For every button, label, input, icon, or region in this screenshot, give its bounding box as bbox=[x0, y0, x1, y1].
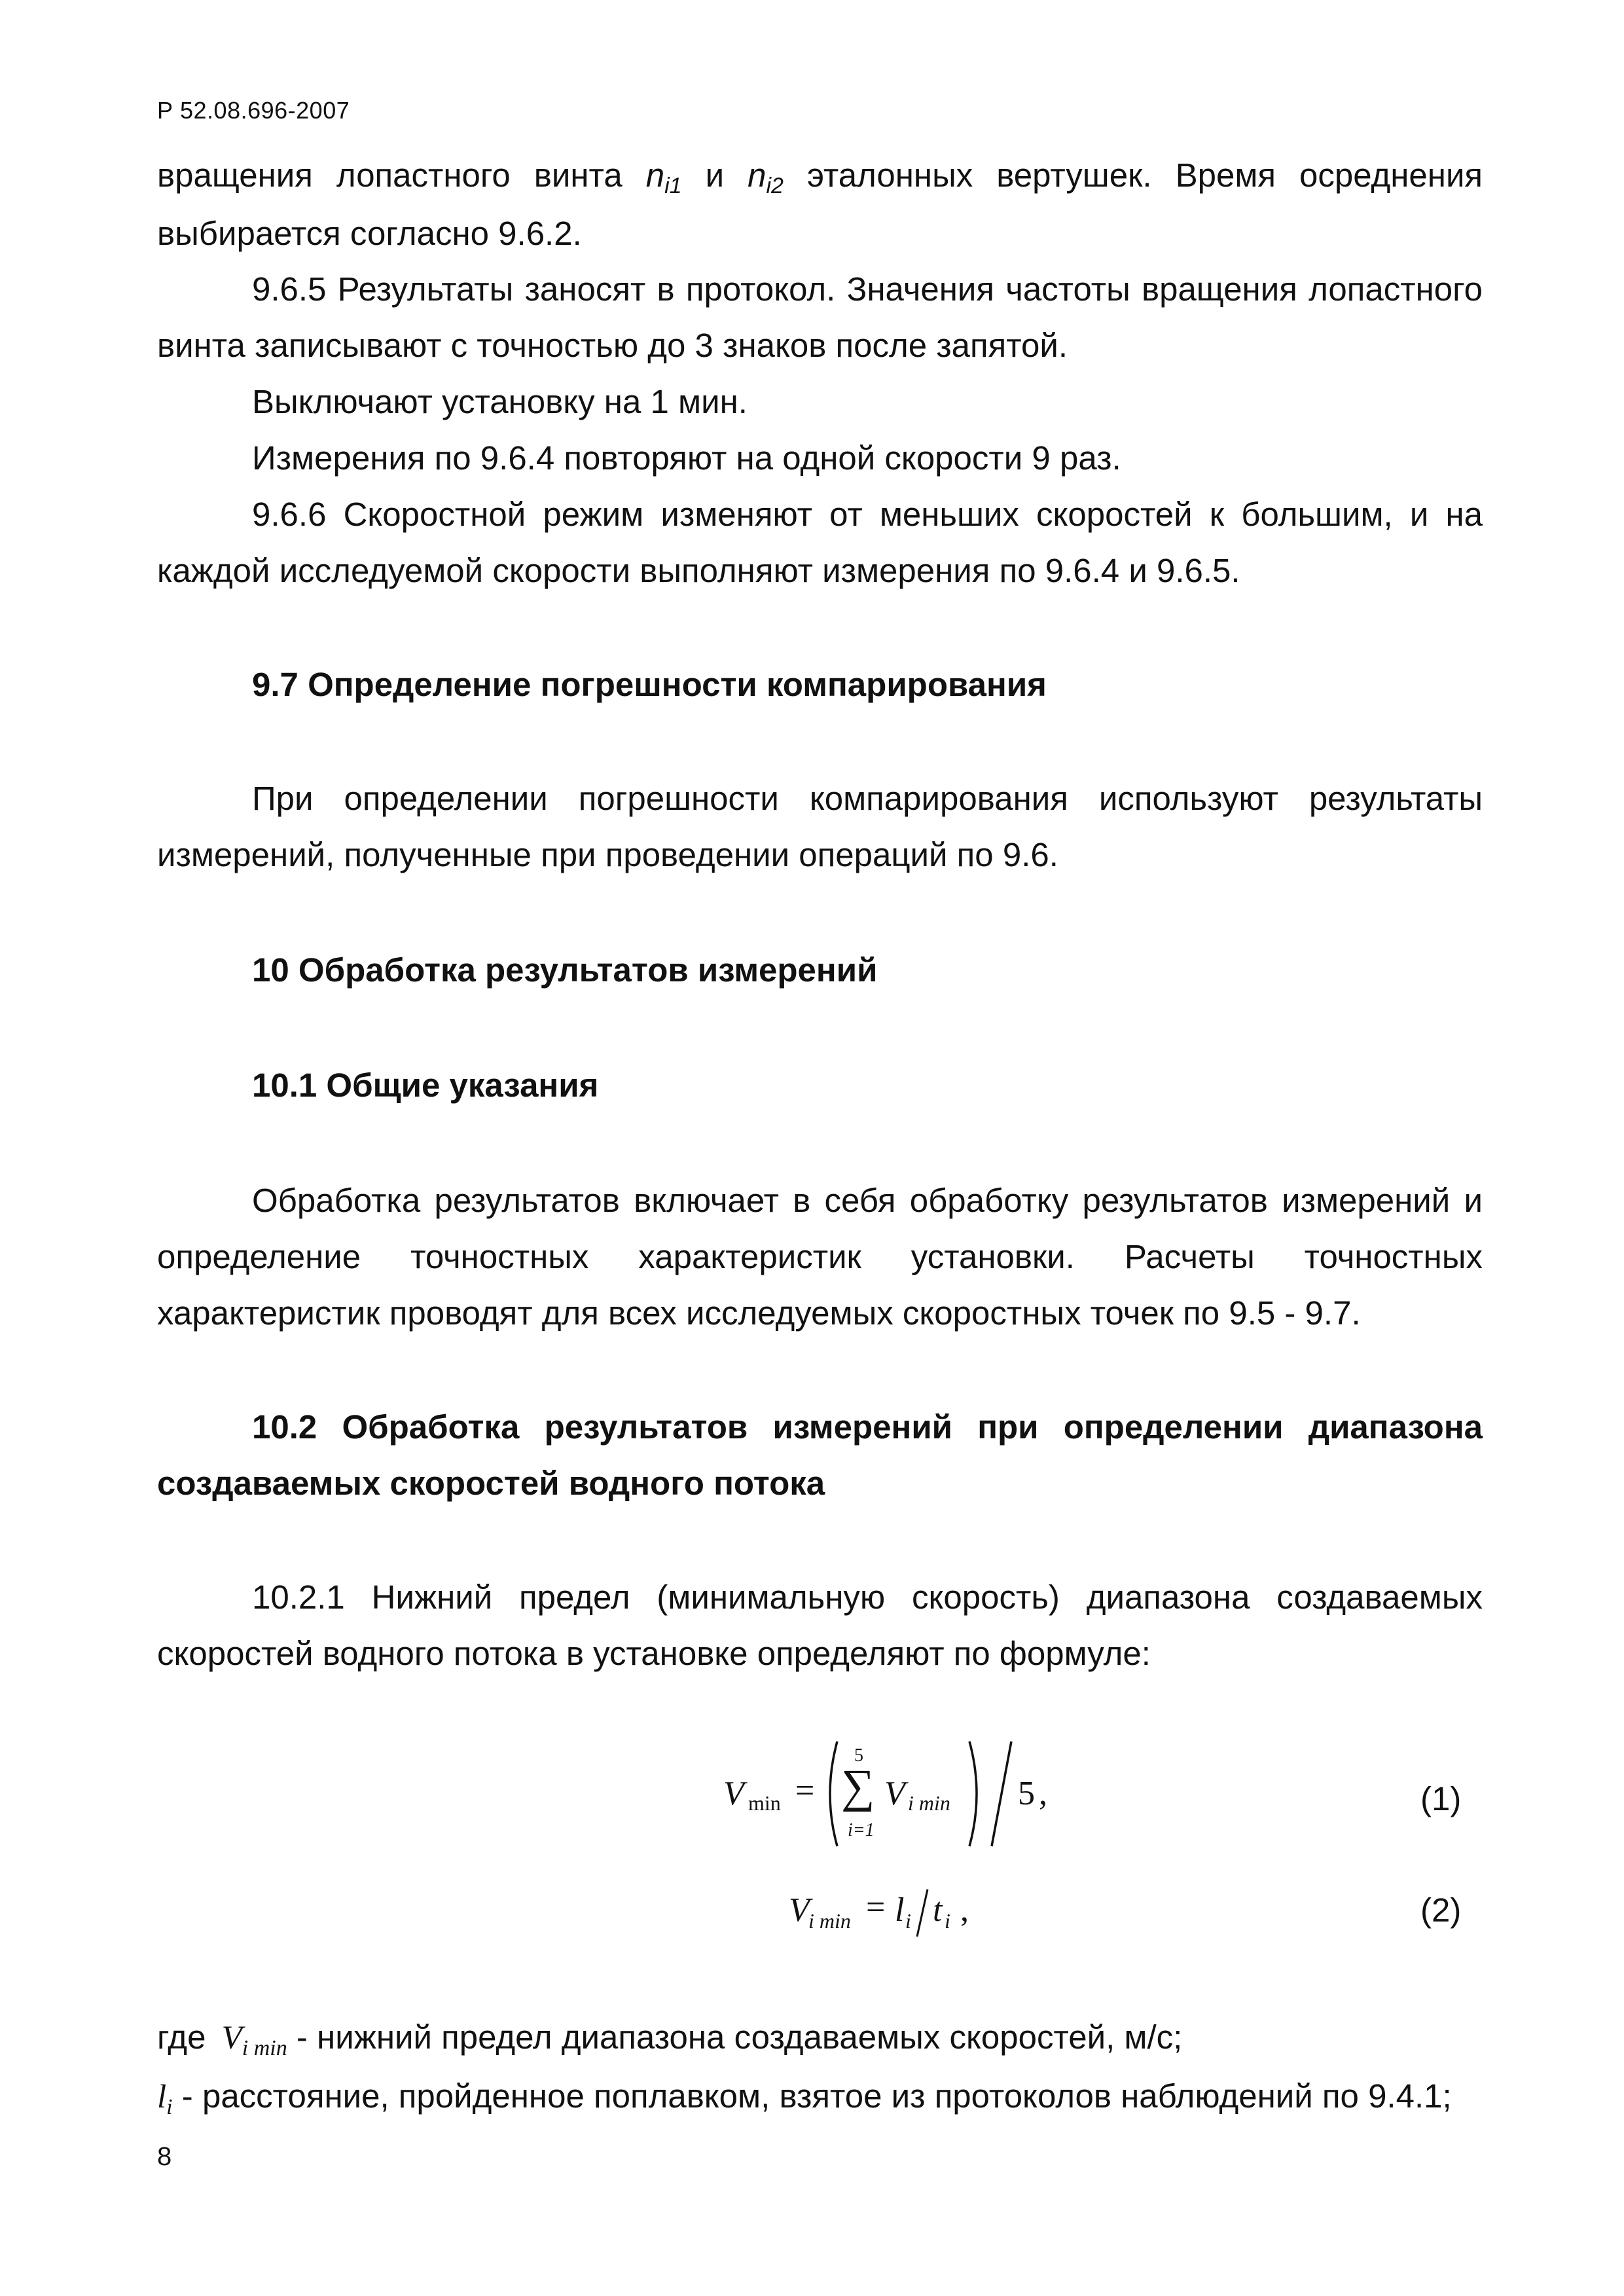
paragraph-line: вращения лопастного винта $n_{i1}$ и $n_{i2}$ эталонных вертушек. Время осреднения bbox=[157, 156, 1483, 198]
document-code-header: Р 52.08.696-2007 bbox=[157, 97, 350, 124]
paragraph-line: скоростей водного потока в установке определяют по формуле: bbox=[157, 1635, 1151, 1672]
paragraph-line: определение точностных характеристик установки. Расчеты точностных bbox=[157, 1238, 1483, 1275]
paragraph-line: характеристик проводят для всех исследуемых скоростных точек по 9.5 - 9.7. bbox=[157, 1294, 1361, 1332]
paragraph-line: винта записывают с точностью до 3 знаков после запятой. bbox=[157, 327, 1068, 364]
symbol-n-i1: $n_{i1}$ bbox=[645, 156, 682, 198]
paragraph-line: 9.6.5 Результаты заносят в протокол. Значения частоты вращения лопастного bbox=[252, 270, 1483, 308]
paragraph-line: Выключают установку на 1 мин. bbox=[252, 383, 748, 420]
section-heading-10-2: 10.2 Обработка результатов измерений при определении диапазона bbox=[252, 1408, 1483, 1446]
paragraph-line: каждой исследуемой скорости выполняют измерения по 9.6.4 и 9.6.5. bbox=[157, 552, 1240, 589]
formula-2-slash bbox=[914, 1887, 930, 1939]
formula-1-number: (1) bbox=[1420, 1780, 1462, 1817]
formula-2: V i min = l i t i , bbox=[789, 1878, 1116, 1950]
paragraph-line: 10.2.1 Нижний предел (минимальную скорость) диапазона создаваемых bbox=[252, 1578, 1483, 1616]
paragraph-line: 9.6.6 Скоростной режим изменяют от меньших скоростей к большим, и на bbox=[252, 496, 1483, 533]
symbol-n-i2: $n_{i2}$ bbox=[748, 156, 784, 198]
section-heading-9-7: 9.7 Определение погрешности компарирования bbox=[252, 666, 1047, 703]
formula-2-number: (2) bbox=[1420, 1891, 1462, 1929]
paragraph-line: Измерения по 9.6.4 повторяют на одной скорости 9 раз. bbox=[252, 439, 1121, 477]
section-heading-10-1: 10.1 Общие указания bbox=[252, 1066, 599, 1104]
definition-vmin: где $V_{i min}$ - нижний предел диапазона создаваемых скоростей, м/с; bbox=[157, 2018, 1183, 2060]
section-heading-10-2-cont: создаваемых скоростей водного потока bbox=[157, 1465, 825, 1502]
document-page bbox=[157, 0, 1483, 2296]
section-heading-10: 10 Обработка результатов измерений bbox=[252, 951, 878, 989]
paragraph-line: выбирается согласно 9.6.2. bbox=[157, 215, 582, 252]
formula-1: V min = 5 ∑ i=1 V i min 5 , bbox=[723, 1728, 1182, 1859]
page-number: 8 bbox=[157, 2142, 172, 2171]
paragraph-line: измерений, полученные при проведении операций по 9.6. bbox=[157, 836, 1058, 873]
paragraph-line: Обработка результатов включает в себя обработку результатов измерений и bbox=[252, 1182, 1483, 1219]
paragraph-line: При определении погрешности компарирования используют результаты bbox=[252, 780, 1483, 817]
definition-li: $l_i$ - расстояние, пройденное поплавком, взятое из протоколов наблюдений по 9.4.1; bbox=[157, 2077, 1452, 2119]
